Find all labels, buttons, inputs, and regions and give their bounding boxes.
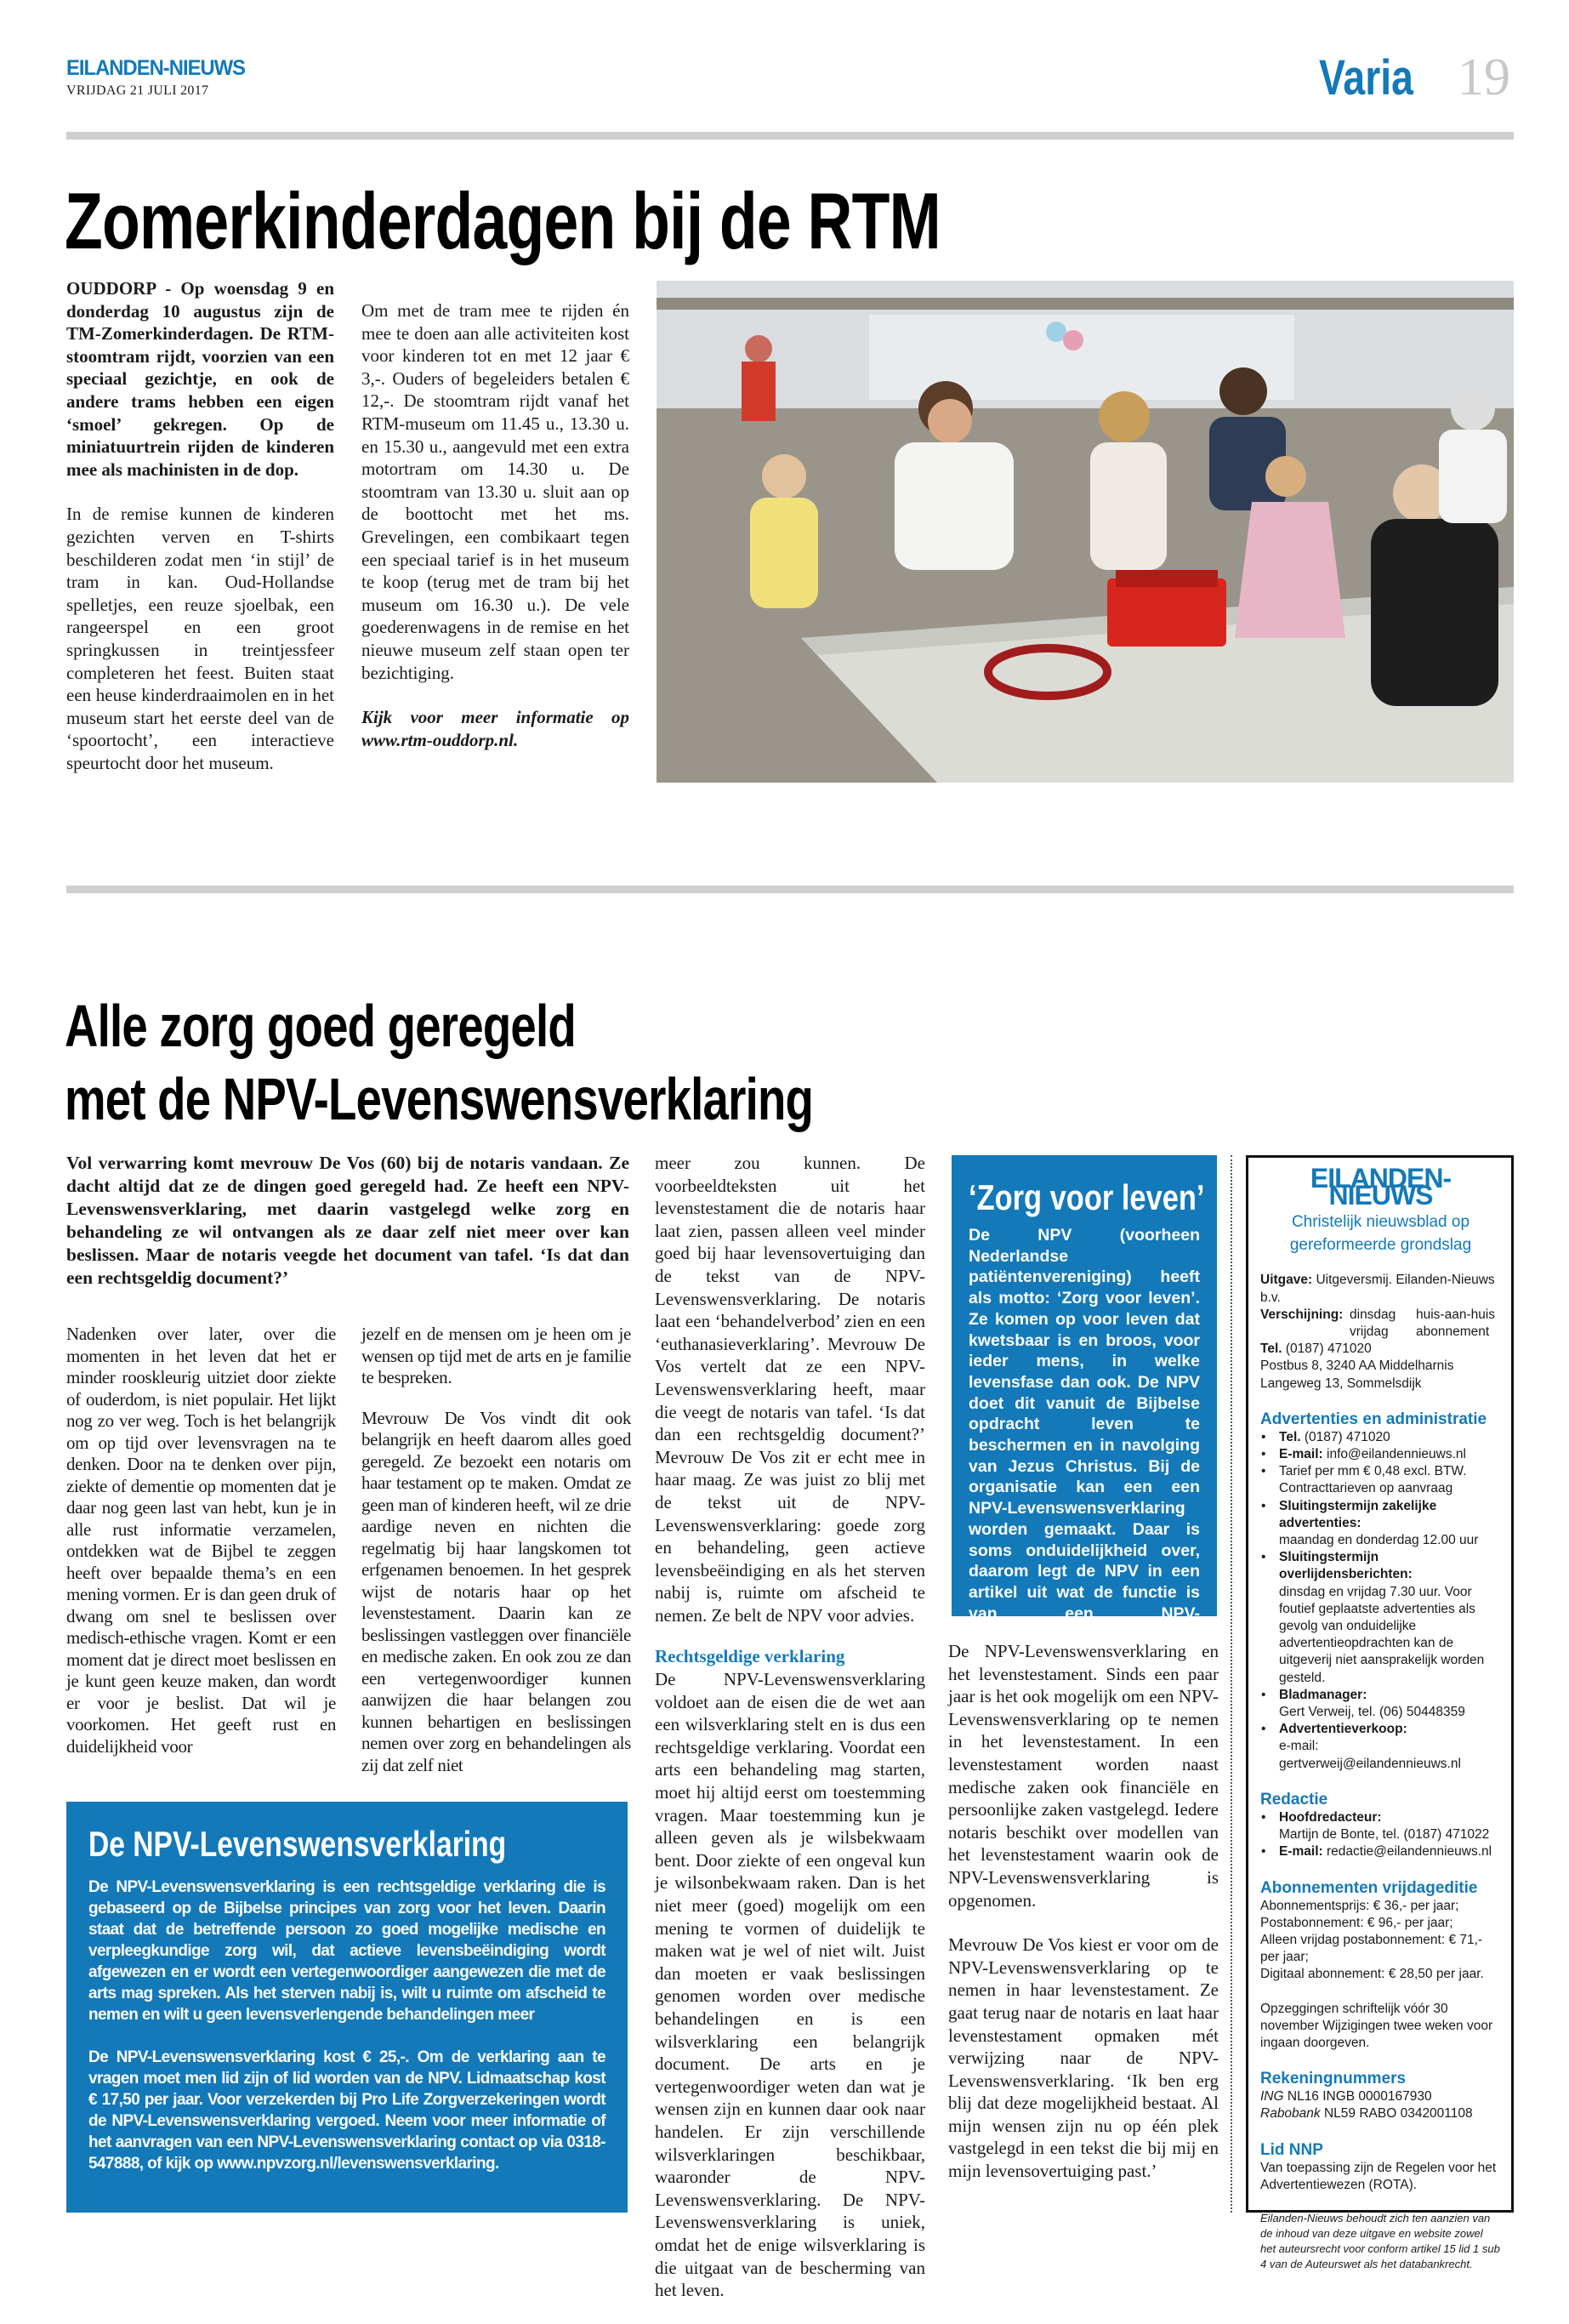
section-heading: Abonnementen vrijdageditie	[1260, 1878, 1478, 1897]
label: E-mail:	[1279, 1844, 1323, 1860]
header-rule	[66, 132, 1514, 140]
section-rule	[66, 886, 1514, 893]
article2-title-line1: Alle zorg goed geregeld	[65, 993, 576, 1059]
zorg-box-text: De NPV (voorheen Nederlandse patiëntenvereniging) heeft als motto: ‘Zorg voor leven’. Ze komen op voor leven dat kwetsbaar is en broos, voor ieder mens, in welke levensfase dan ook. De NPV doet dit vanuit de Bijbelse opdracht leven te beschermen en in navolging van Jezus Christus. Bij de organisatie kan een een NPV-Levenswensverklaring worden gemaakt. Daar is soms onduidelijkheid over, daarom legt de NPV in een artikel uit wat de functie is van een NPV-Levenswensverklaring.	[969, 1226, 1200, 1644]
colophon-accounts	[1260, 2069, 1501, 2122]
value: Uitgeversmij. Eilanden-Nieuws b.v.	[1260, 1273, 1495, 1305]
masthead-logo: EILANDEN-NIEUWS	[66, 56, 246, 80]
colophon-editorial	[1260, 1790, 1501, 1861]
issue-date: VRIJDAG 21 JULI 2017	[66, 83, 209, 98]
article2-paragraph: Mevrouw De Vos kiest er voor om de NPV-Levenswensverklaring op te nemen in haar levenstestament. Ze gaat terug naar de notaris en laat haar levenstestament opmaken mét verwijzing naar de NPV-Levenswensverklaring. ‘Ik ben erg blij dat deze mogelijkheid bestaat. Al mijn wensen zijn nu op één plek vastgelegd in een tekst die bij mij en mijn levensovertuiging past.’	[948, 1934, 1219, 2182]
article2-paragraph: De NPV-Levenswensverklaring en het levenstestament. Sinds een paar jaar is het ook mogelijk om een NPV-Levenswensverklaring op te nemen in het levenstestament. In een levenstestament worden naast medische zaken ook financiële en persoonlijke zaken vastgelegd. Iedere notaris beschikt over modellen van het levenstestament waarin ook de NPV-Levenswensverklaring is opgenomen.	[948, 1641, 1219, 1911]
label: Tel.	[1260, 1341, 1282, 1357]
article2-paragraph: Nadenken over later, over die momenten in het leven dat het er minder rooskleurig uitziet door ziekte of ouderdom, is niet populair. Het lijkt nog zo ver weg. Toch is het belangrijk om op tijd over levensvragen na te denken. Door na te denken over pijn, ziekte of dementie op momenten dat je daar nog geen last van hebt, kun je in alle rust informatie verzamelen, ontdekken wat de Bijbel te zeggen heeft over bepaalde thema’s en een mening vormen. Er is dan geen druk of dwang om snel te beslissen over medisch-ethische vragen. Komt er een moment dat je direct moet beslissen en je kunt geen keuze maken, dan wordt er voor je beslist. Dat wil je voorkomen. Het geeft rust en duidelijkheid voor	[66, 1324, 336, 1757]
value: huis-aan-huis	[1416, 1307, 1496, 1322]
value: Alleen vrijdag postabonnement: € 71,- per jaar;	[1260, 1932, 1483, 1965]
article2-paragraph: De NPV-Levenswensverklaring voldoet aan de eisen die de wet aan een wilsverklaring stelt en is dus een rechtsgeldige verklaring. Voordat een arts een behandeling mag starten, moet hij altijd eerst om toestemming vragen. Maar toestemming kun je alleen geven als je wilsbekwaam bent. Door ziekte of een ongeval kun je wilsonbekwaam raken. Dan is het niet meer (goed) mogelijk om een mening te vormen of duidelijk te maken wat je wel of niet wilt. Juist dan moeten er vaak beslissingen genomen worden over medische behandelingen en is een wilsverklaring een belangrijk document. De arts en je vertegenwoordiger weten dan wat je wensen zijn en kunnen daar ook naar handelen. Er zijn verschillende wilsverklaringen beschikbaar, waaronder de NPV-Levenswensverklaring. De NPV-Levenswensverklaring is uniek, omdat het de enige wilsverklaring is die uitgaat van de bescherming van het leven.	[655, 1669, 925, 2301]
colophon-tagline: Christelijk nieuwsblad op gereformeerde grondslag	[1289, 1213, 1472, 1255]
section-heading: Lid NNP	[1260, 2140, 1323, 2159]
email-link[interactable]: e-mail: gertverweij@eilandennieuws.nl	[1279, 1739, 1461, 1771]
copyright-note: Eilanden-Nieuws behoudt zich ten aanzien van de inhoud van deze uitgave en website zowel het auteursrecht voor conform artikel 15 lid 1 sub 4 van de Auteurswet als het databankrecht.	[1260, 2211, 1500, 2270]
npv-levenswensverklaring-box	[66, 1802, 628, 2213]
value: • Tarief per mm € 0,48 excl. BTW. Contracttarieven op aanvraag	[1279, 1463, 1501, 1497]
colophon-publisher	[1260, 1272, 1501, 1392]
label: Uitgave:	[1260, 1273, 1313, 1288]
label: Rabobank	[1260, 2106, 1321, 2122]
colophon-logo: EILANDEN-NIEUWS	[1310, 1163, 1452, 1211]
label: Tel.	[1279, 1429, 1301, 1444]
value: Postabonnement: € 96,- per jaar;	[1260, 1915, 1453, 1930]
colophon-subscriptions	[1260, 1878, 1501, 1984]
label: Advertentieverkoop:	[1279, 1722, 1407, 1737]
npv-box-title: De NPV-Levenswensverklaring	[88, 1824, 507, 1864]
value: Gert Verweij, tel. (06) 50448359	[1279, 1705, 1465, 1720]
value: Abonnementsprijs: € 36,- per jaar;	[1260, 1898, 1459, 1913]
photo-children-painting-image	[657, 281, 1514, 783]
article2-column4	[948, 1640, 1219, 2205]
email-link[interactable]: redactie@eilandennieuws.nl	[1327, 1844, 1492, 1860]
value: Van toepassing zijn de Regelen voor het Advertentiewezen (ROTA).	[1260, 2160, 1497, 2192]
label: ING	[1260, 2089, 1284, 2105]
label: Bladmanager:	[1279, 1687, 1367, 1702]
article1-lead: OUDDORP - Op woensdag 9 en donderdag 10 augustus zijn de TM-Zomerkinderdagen. De RTM-stoomtram rijdt, voorzien van een speciaal gezichtje, en ook de andere trams hebben een eigen ‘smoel’ gekregen. Op de miniatuurtrein rijden de kinderen mee als machinisten in de dop.	[66, 278, 334, 480]
page-number: 19	[1458, 48, 1510, 106]
value: (0187) 471020	[1285, 1341, 1372, 1357]
article2-subheading: Rechtsgeldige verklaring	[655, 1646, 845, 1667]
npv-box-paragraph: De NPV-Levenswensverklaring kost € 25,-. Om de verklaring aan te vragen moet men lid zijn of lid worden van de NPV. Lidmaatschap kost € 17,50 per jaar. Voor verzekerden bij Pro Life Zorgverzekeringen wordt de NPV-Levenswensverklaring vergoed. Neem voor meer informatie of het aanvragen van een NPV-Levenswensverklaring contact op via 0318-547888, of kijk op www.npvzorg.nl/levenswensverklaring.	[88, 2048, 605, 2173]
colophon-advertising	[1260, 1410, 1501, 1773]
npv-box-paragraph: De NPV-Levenswensverklaring is een rechtsgeldige verklaring die is gebaseerd op de Bijbelse principes van zorg voor het leven. Daarin staat dat de betreffende persoon zo goed mogelijke medische en verpleegkundige zorg wil, dat actieve levensbeëindiging wordt afgewezen en er wordt een vertegenwoordiger aangewezen die met de arts mag spreken. Als het sterven nabij is, wilt u ruimte om afscheid te nemen en wilt u geen levensverlengende behandelingen meer	[88, 1878, 605, 2024]
value: vrijdag	[1350, 1324, 1389, 1340]
article2-paragraph: jezelf en de mensen om je heen om je wensen op tijd met de arts en je familie te bespreken.	[361, 1324, 631, 1387]
label: Hoofdredacteur:	[1279, 1809, 1382, 1825]
cancellation-note: Opzeggingen schriftelijk vóór 30 november Wijzigingen twee weken voor ingaan doorgeven.	[1260, 2001, 1493, 2050]
label: Sluitingstermijn zakelijke advertenties:	[1279, 1498, 1437, 1530]
value: (0187) 471020	[1304, 1429, 1390, 1444]
article2-column1	[66, 1324, 336, 1776]
article1-title: Zomerkinderdagen bij de RTM	[65, 176, 941, 265]
label: Sluitingstermijn overlijdensberichten:	[1279, 1550, 1413, 1582]
colophon-box	[1246, 1155, 1514, 2270]
value: NL16 INGB 0000167930	[1287, 2089, 1432, 2105]
article1-column1	[66, 277, 334, 796]
value: NL59 RABO 0342001108	[1323, 2106, 1473, 2122]
article2-paragraph: Mevrouw De Vos vindt dit ook belangrijk en heeft daarom alles goed geregeld. Ze bezoekt een notaris om haar testament op te maken. Omdat ze geen man of kinderen heeft, wil ze drie aardige neven en nichten die regelmatig bij haar langskomen tot erfgenamen benoemen. In het gesprek wijst de notaris haar op het levenstestament. Daarin kan ze beslissingen vastleggen over financiële en medische zaken. En ook zou ze dan een vertegenwoordiger kunnen aanwijzen die haar belangen zou kunnen behartigen en beslissingen nemen over zorg en behandelingen als zij dat zelf niet	[361, 1407, 631, 1775]
article2-lead: Vol verwarring komt mevrouw De Vos (60) bij de notaris vandaan. Ze dacht altijd dat ze de dingen goed geregeld had. Ze heeft een NPV-Levenswensverklaring, met daarin vastgelegd welke zorg en behandeling ze wil ontvangen als ze daar zelf niet meer over kan beslissen. Maar de notaris veegde het document van tafel. ‘Is dat dan een rechtsgeldig document?’	[66, 1153, 629, 1288]
postal-address: Postbus 8, 3240 AA Middelharnis	[1260, 1359, 1454, 1374]
article2-column2	[361, 1324, 631, 1795]
section-label: Varia	[1319, 50, 1413, 105]
email-link[interactable]: info@eilandennieuws.nl	[1327, 1447, 1466, 1462]
label: E-mail:	[1279, 1447, 1323, 1462]
section-heading: Rekeningnummers	[1260, 2070, 1407, 2088]
street-address: Langeweg 13, Sommelsdijk	[1260, 1376, 1422, 1391]
article1-paragraph: Om met de tram mee te rijden én mee te doen aan alle activiteiten kost voor kinderen tot en met 12 jaar € 3,-. Ouders of begeleiders betalen € 12,-. De stoomtram rijdt vanaf het RTM-museum om 11.45 u., 13.30 u. en 15.30 u., aangevuld met een extra motortram om 14.30 u. De stoomtram van 13.30 u. sluit aan op de boottocht met het ms. Grevelingen, een combikaart tegen een speciaal tarief is in het museum te koop (terug met de tram bij het museum om 16.30 u.). De vele goederenwagens in de remise en het nieuwe museum zelf staan open ter bezichtiging.	[361, 300, 629, 683]
article1-info-link[interactable]: Kijk voor meer informatie op www.rtm-ouddorp.nl.	[361, 707, 629, 750]
article1-paragraph: In de remise kunnen de kinderen gezichten verven en T-shirts beschilderen zodat men ‘in stijl’ de tram in kan. Oud-Hollandse spelletjes, een reuze sjoelbak, een rangeerspel en een groot springkussen in treintjessfeer completeren het feest. Buiten staat een heuse kinderdraaimolen en in het museum start het eerste deel van de ‘spoortocht’, een interactieve speurtocht door het museum.	[66, 504, 334, 773]
colophon-nnp	[1260, 2140, 1501, 2194]
value: dinsdag en vrijdag 7.30 uur. Voor foutief geplaatste advertenties als gevolg van onduidelijke advertentieopdrachten kan de uitgeverij niet aansprakelijk worden gesteld.	[1279, 1584, 1485, 1685]
article2-title	[65, 989, 813, 1136]
value: Digitaal abonnement: € 28,50 per jaar.	[1260, 1967, 1484, 1982]
section-heading: Advertenties en administratie	[1260, 1410, 1487, 1428]
article2-paragraph: meer zou kunnen. De voorbeeldteksten uit het levenstestament die de notaris haar laat zien, passen alleen veel minder goed bij haar levensovertuiging dan de tekst van de NPV-Levenswensverklaring. De notaris laat een ‘behandelverbod’ zien en een ‘euthanasieverklaring’. Mevrouw De Vos vertelt dat ze een NPV-Levenswensverklaring heeft, maar die veegt de notaris van tafel. ‘Is dat dan een rechtsgeldig document?’ Mevrouw De Vos zit er echt mee in haar maag. Ze was juist zo blij met de tekst uit de NPV-Levenswensverklaring: goede zorg en behandeling, geen actieve levensbeëindiging en als het sterven nabij is, ruimte om afscheid te nemen. Ze belt de NPV voor advies.	[655, 1153, 925, 1626]
value: maandag en donderdag 12.00 uur	[1279, 1533, 1479, 1548]
section-heading: Redactie	[1260, 1790, 1328, 1809]
label: Verschijning:	[1260, 1307, 1344, 1322]
value: abonnement	[1416, 1324, 1490, 1340]
zorg-voor-leven-box	[952, 1155, 1217, 1644]
column-divider	[1231, 1155, 1232, 2213]
article2-column3	[655, 1152, 925, 2324]
article1-column2	[361, 299, 629, 773]
value: dinsdag	[1350, 1307, 1396, 1322]
article2-title-line2: met de NPV-Levenswensverklaring	[65, 1066, 814, 1132]
value: Martijn de Bonte, tel. (0187) 471022	[1279, 1827, 1490, 1843]
zorg-box-title: ‘Zorg voor leven’	[969, 1177, 1205, 1217]
article1-photo	[657, 281, 1514, 783]
